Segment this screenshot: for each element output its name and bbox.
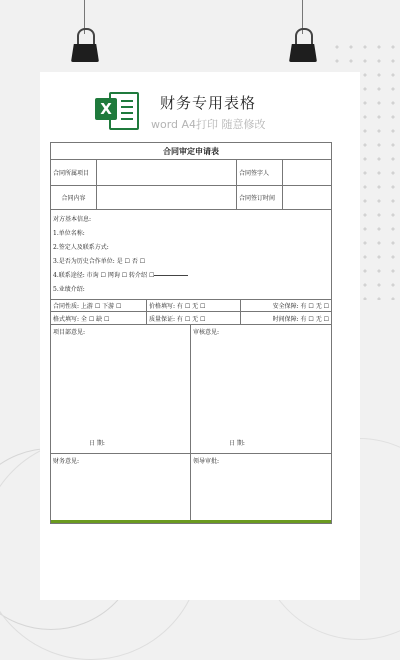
signer-field[interactable] [283, 160, 331, 185]
finance-opinion-box[interactable] [51, 454, 191, 524]
nature-checkboxes[interactable]: 合同性质: 上游 ☐ 下游 ☐ [51, 299, 147, 311]
leader-approval-label: 领导审批: [193, 458, 220, 465]
project-field[interactable] [97, 160, 237, 185]
form-row-props-2 [51, 312, 331, 325]
counterparty-info [51, 210, 331, 300]
finance-opinion-label: 财务意见: [53, 458, 80, 465]
price-checkboxes[interactable]: 价格填写: 有 ☐ 无 ☐ [147, 299, 241, 311]
info-item: 1.单位名称: [53, 230, 85, 237]
project-opinion-box[interactable] [51, 325, 191, 453]
accent-bar [51, 520, 331, 523]
form-title: 合同审定申请表 [51, 143, 331, 160]
form-row-content [51, 186, 331, 210]
sign-time-field[interactable] [283, 186, 331, 209]
excel-icon: X [95, 90, 137, 128]
quality-checkboxes[interactable]: 质量保证: 有 ☐ 无 ☐ [147, 312, 241, 324]
safety-checkboxes[interactable]: 安全保障: 有 ☐ 无 ☐ [272, 302, 329, 310]
info-heading: 对方基本信息: [53, 216, 92, 223]
review-opinion-box[interactable] [191, 325, 331, 453]
content-label: 合同内容 [51, 186, 97, 209]
form-row-project [51, 160, 331, 186]
binder-clip-icon [70, 0, 100, 70]
signer-label: 合同签字人 [237, 160, 283, 185]
project-label: 合同所属项目 [51, 160, 97, 185]
info-item: 3.是否为历史合作单位: 是 ☐ 否 ☐ [53, 258, 146, 265]
review-opinion-label: 审核意见: [193, 329, 220, 336]
leader-approval-box[interactable] [191, 454, 331, 524]
binder-clip-icon [288, 0, 318, 70]
paper-sheet [40, 72, 360, 600]
content-field[interactable] [97, 186, 237, 209]
info-item-contact: 4.联系途径: 市询 ☐ 网询 ☐ 转介绍 ☐ [53, 269, 329, 283]
form-row-props-1 [51, 299, 331, 312]
sign-time-label: 合同签订时间 [237, 186, 283, 209]
date-label: 日 期: [89, 440, 105, 447]
project-opinion-label: 项目部意见: [53, 329, 86, 336]
time-checkboxes[interactable]: 时间保障: 有 ☐ 无 ☐ [272, 315, 329, 323]
opinion-row-1 [51, 325, 331, 454]
format-checkboxes[interactable]: 格式填写: 全 ☐ 缺 ☐ [51, 312, 147, 324]
date-label: 日 期: [229, 440, 245, 447]
info-item: 5.业绩介绍: [53, 286, 85, 293]
opinion-row-2 [51, 454, 331, 524]
info-item: 2.签定人及联系方式: [53, 244, 109, 251]
contract-review-form [50, 142, 332, 524]
page-subtitle: word A4打印 随意修改 [151, 118, 266, 131]
page-title: 财务专用表格 [160, 94, 257, 112]
